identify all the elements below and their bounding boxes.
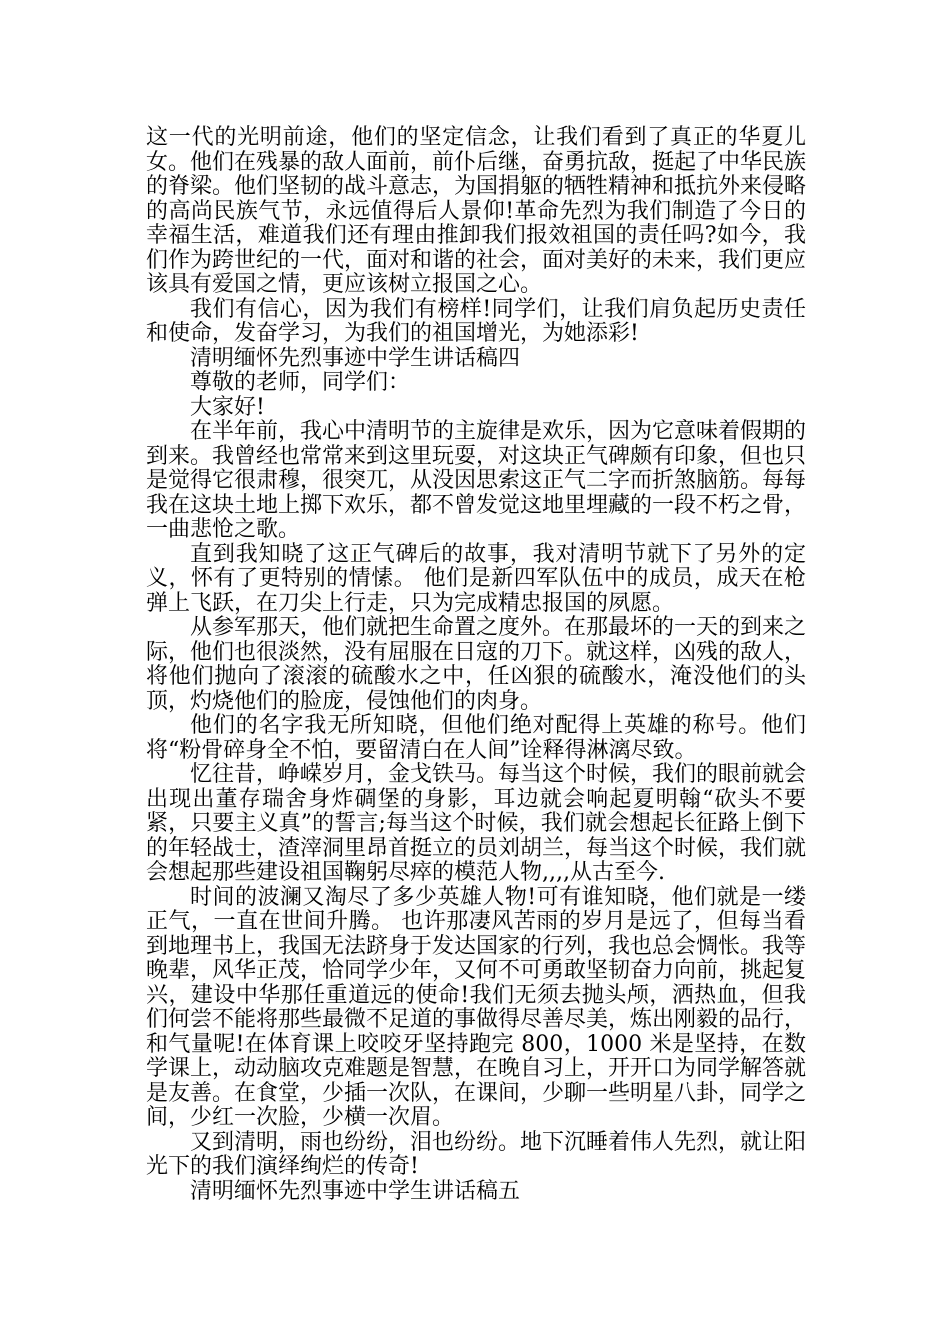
paragraph-confidence: 我们有信心，因为我们有榜样!同学们，让我们肩负起历史责任和使命，发奋学习，为我们的祖国增光，为她添彩! xyxy=(146,296,806,346)
paragraph-qingming-again: 又到清明，雨也纷纷，泪也纷纷。地下沉睡着伟人先烈，就让阳光下的我们演绎绚烂的传奇! xyxy=(146,1129,807,1179)
paragraph-monument-story: 直到我知晓了这正气碑后的故事，我对清明节就下了另外的定义，怀有了更特别的情愫。 他们是新四军队伍中的成员，成天在枪弹上飞跃，在刀尖上行走，只为完成精忠报国的夙愿。 xyxy=(146,541,806,616)
greeting: 大家好! xyxy=(190,394,265,420)
paragraph-continuation: 这一代的光明前途，他们的坚定信念，让我们看到了真正的华夏儿女。他们在残暴的敌人面前，前仆后继，奋勇抗敌，挺起了中华民族的脊梁。他们坚韧的战斗意志，为国捐躯的牺牲精神和抵抗外来侵略的高尚民族气节，永远值得后人景仰!革命先烈为我们制造了今日的幸福生活，难道我们还有理由推卸我们报效祖国的责任吗?如今，我们作为跨世纪的一代，面对和谐的社会，面对美好的未来，我们更应该具有爱国之情，更应该树立报国之心。 xyxy=(146,125,807,297)
paragraph-heroes-names: 他们的名字我无所知晓，但他们绝对配得上英雄的称号。他们将“粉骨碎身全不怕，要留清白在人间”诠释得淋漓尽致。 xyxy=(146,713,806,763)
paragraph-recollection: 忆往昔，峥嵘岁月，金戈铁马。每当这个时候，我们的眼前就会出现出董存瑞舍身炸碉堡的身影，耳边就会响起夏明翰“砍头不要紧，只要主义真”的誓言;每当这个时候，我们就会想起长征路上倒下的年轻战士，渣滓洞里昂首挺立的员刘胡兰，每当这个时候，我们就会想起那些建设祖国鞠躬尽瘁的模范人物,,,,从古至今. xyxy=(146,762,807,885)
salutation: 尊敬的老师，同学们： xyxy=(190,370,411,395)
document-body xyxy=(146,126,806,1204)
section-heading-speech-four: 清明缅怀先烈事迹中学生讲话稿四 xyxy=(190,345,521,371)
section-heading-speech-five: 清明缅怀先烈事迹中学生讲话稿五 xyxy=(190,1178,521,1204)
paragraph-waves-of-time: 时间的波澜又淘尽了多少英雄人物!可有谁知晓，他们就是一缕正气，一直在世间升腾。 也许那凄风苦雨的岁月是远了，但每当看到地理书上，我国无法跻身于发达国家的行列，我也总会惆怅。我等晚辈，风华正茂，恰同学少年，又何不可勇敢坚韧奋力向前，挑起复兴，建设中华那任重道远的使命!我们无须去抛头颅，洒热血，但我们何尝不能将那些最微不足道的事做得尽善尽美，炼出刚毅的品行，和气量呢!在体育课上咬咬牙坚持跑完 800，1000 米是坚持，在数学课上，动动脑攻克难题是智慧，在晚自习上，开开口为同学解答就是友善。在食堂，少插一次队，在课间，少聊一些明星八卦，同学之间，少红一次脸，少横一次眉。 xyxy=(146,884,807,1130)
paragraph-half-year-ago: 在半年前，我心中清明节的主旋律是欢乐，因为它意味着假期的到来。我曾经也常常来到这里玩耍，对这块正气碑颇有印象，但也只是觉得它很肃穆，很突兀，从没因思索这正气二字而折煞脑筋。每每我在这块土地上掷下欢乐，都不曾发觉这地里埋藏的一段不朽之骨，一曲悲怆之歌。 xyxy=(146,419,807,542)
paragraph-enlistment: 从参军那天，他们就把生命置之度外。在那最坏的一天的到来之际，他们也很淡然，没有屈服在日寇的刀下。就这样，凶残的敌人，将他们抛向了滚滚的硫酸水之中，任凶狠的硫酸水，淹没他们的头顶，灼烧他们的脸庞，侵蚀他们的肉身。 xyxy=(146,615,807,714)
